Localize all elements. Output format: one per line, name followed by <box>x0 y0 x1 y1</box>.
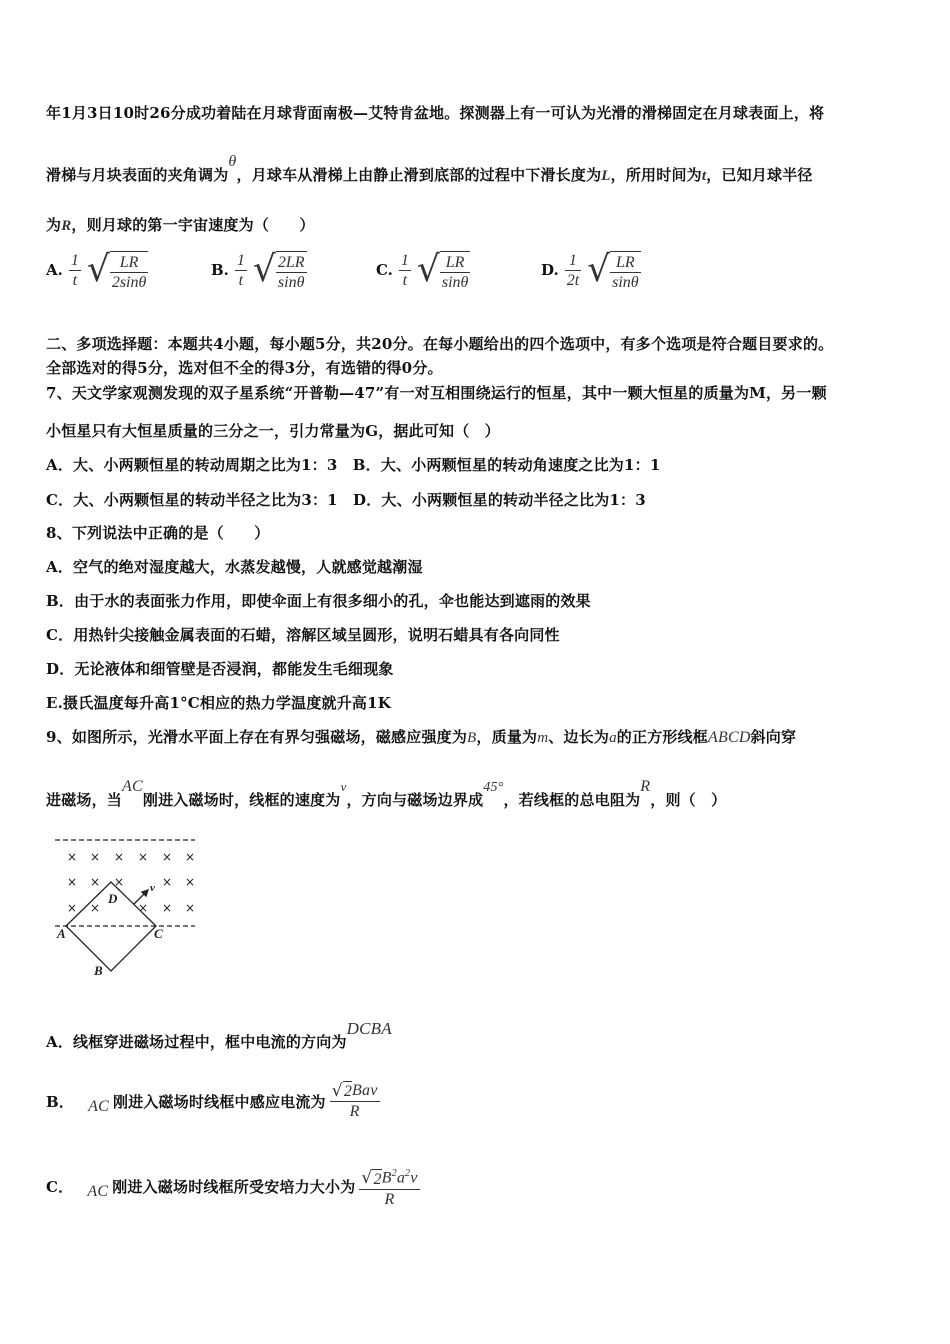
field-cross: × <box>137 901 149 915</box>
force-fraction: √ 2 $B^2a^2v$ R <box>361 1168 418 1208</box>
q6-option-c[interactable]: C. $\frac{1}{t}$ √ $\frac{LR}{\sin\theta}$ <box>376 249 469 291</box>
q9-option-c[interactable]: C． AC 刚进入磁场时线框所受安培力大小为 √ 2 $B^2a^2v$ R <box>46 1164 420 1209</box>
label-a: A <box>57 926 66 941</box>
q6-line-1: 年1月3日10时26分成功着陆在月球背面南极—艾特肯盆地。探测器上有一可认为光滑的滑梯固定在月球表面上，将 <box>46 104 825 122</box>
q9-line-2: 进磁场，当AC刚进入磁场时，线框的速度为v，方向与磁场边界成45°，若线框的总电阻为R，则（ ） <box>46 778 727 809</box>
q6-option-b[interactable]: B. $\frac{1}{t}$ √ $\frac{2LR}{\sin\theta}$ <box>211 249 305 291</box>
field-cross: × <box>89 850 101 864</box>
field-cross: × <box>137 850 149 864</box>
label-d: D <box>108 891 118 906</box>
field-cross: × <box>161 850 173 864</box>
q7-line-1: 7、天文学家观测发现的双子星系统“开普勒—47”有一对互相围绕运行的恒星，其中一颗大恒星的质量为M，另一颗 <box>46 384 827 402</box>
q8-stem: 8、下列说法中正确的是（ ） <box>46 524 270 542</box>
coefficient-fraction: $\frac{1}{2t}$ <box>566 251 580 289</box>
field-cross: × <box>66 901 78 915</box>
radical: √ $\frac{LR}{2\sin\theta}$ <box>86 249 147 291</box>
q6-line-2: 滑梯与月块表面的夹角调为θ，月球车从滑梯上由静止滑到底部的过程中下滑长度为L，所用时间为t，已知月球半径 <box>46 153 813 184</box>
radical: √ $\frac{2LR}{\sin\theta}$ <box>252 249 305 291</box>
field-cross: × <box>184 875 196 889</box>
radical: √ $\frac{LR}{\sin\theta}$ <box>587 249 639 291</box>
q7-line-2: 小恒星只有大恒星质量的三分之一，引力常量为G，据此可知（ ） <box>46 422 500 440</box>
current-fraction: √ 2 Bav R <box>331 1080 378 1121</box>
q9-option-a[interactable]: A．线框穿进磁场过程中，框中电流的方向为DCBA <box>46 1019 392 1051</box>
q8-option-c[interactable]: C．用热针尖接触金属表面的石蜡，溶解区域呈圆形，说明石蜡具有各向同性 <box>46 626 560 644</box>
field-cross: × <box>184 850 196 864</box>
section2-line-1: 二、多项选择题：本题共4小题，每小题5分，共20分。在每小题给出的四个选项中，有多个选项是符合题目要求的。 <box>46 335 834 353</box>
q6-option-a[interactable]: A. $\frac{1}{t}$ √ $\frac{LR}{2\sin\theta}$ <box>46 249 147 291</box>
q6-line-3: 为R，则月球的第一宇宙速度为（ ） <box>46 216 315 234</box>
q6-option-d[interactable]: D. $\frac{1}{2t}$ √ $\frac{LR}{\sin\theta}$ <box>541 249 639 291</box>
q9-line-1: 9、如图所示，光滑水平面上存在有界匀强磁场，磁感应强度为B，质量为m、边长为a的正方形线框ABCD斜向穿 <box>46 728 797 746</box>
label-v: v <box>150 882 155 894</box>
field-cross: × <box>113 875 125 889</box>
coefficient-fraction: $\frac{1}{t}$ <box>236 251 245 289</box>
field-cross: × <box>113 850 125 864</box>
coefficient-fraction: $\frac{1}{t}$ <box>400 251 409 289</box>
field-cross: × <box>66 875 78 889</box>
q9-option-b[interactable]: B． AC 刚进入磁场时线框中感应电流为 √ 2 Bav R <box>46 1080 378 1121</box>
field-cross: × <box>161 875 173 889</box>
field-cross: × <box>66 850 78 864</box>
q8-option-b[interactable]: B．由于水的表面张力作用，即使伞面上有很多细小的孔，伞也能达到遮雨的效果 <box>46 592 591 610</box>
q7-options-ab: A．大、小两颗恒星的转动周期之比为1：3 B．大、小两颗恒星的转动角速度之比为1：1 <box>46 456 661 474</box>
q7-options-cd: C．大、小两颗恒星的转动半径之比为3：1 D．大、小两颗恒星的转动半径之比为1：3 <box>46 491 646 509</box>
q8-option-e[interactable]: E.摄氏温度每升高1°C相应的热力学温度就升高1K <box>46 694 392 712</box>
field-cross: × <box>89 901 101 915</box>
magnetic-field-figure <box>50 832 210 982</box>
label-c: C <box>154 926 163 941</box>
q8-option-d[interactable]: D．无论液体和细管壁是否浸润，都能发生毛细现象 <box>46 660 394 678</box>
label-b: B <box>94 963 103 978</box>
theta-symbol: θ <box>228 153 237 170</box>
coefficient-fraction: $\frac{1}{t}$ <box>70 251 79 289</box>
field-cross: × <box>184 901 196 915</box>
field-cross: × <box>89 875 101 889</box>
radical: √ $\frac{LR}{\sin\theta}$ <box>416 249 469 291</box>
q8-option-a[interactable]: A．空气的绝对湿度越大，水蒸发越慢，人就感觉越潮湿 <box>46 558 423 576</box>
section2-line-2: 全部选对的得5分，选对但不全的得3分，有选错的得0分。 <box>46 359 443 377</box>
field-cross: × <box>161 901 173 915</box>
